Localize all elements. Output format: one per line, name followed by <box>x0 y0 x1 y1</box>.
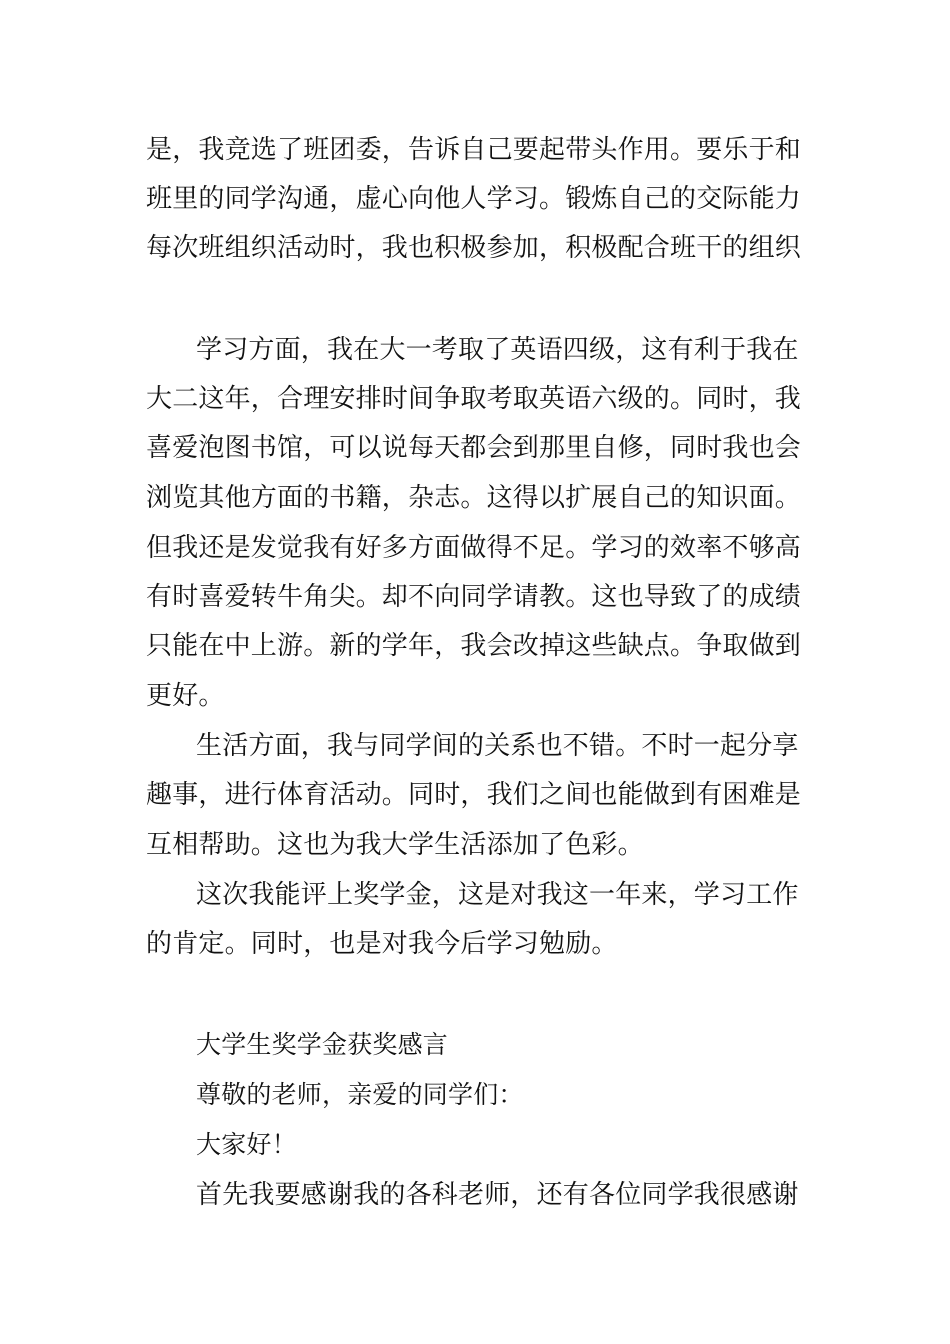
paragraph-line: 是，我竞选了班团委，告诉自己要起带头作用。要乐于和 <box>146 135 802 165</box>
paragraph-line: 更好。 <box>146 681 225 711</box>
salutation: 尊敬的老师，亲爱的同学们： <box>196 1080 524 1109</box>
paragraph-line: 互相帮助。这也为我大学生活添加了色彩。 <box>146 830 644 860</box>
paragraph-line: 这次我能评上奖学金，这是对我这一年来，学习工作 <box>196 880 799 910</box>
paragraph-line: 首先我要感谢我的各科老师，还有各位同学我很感谢 <box>196 1180 799 1210</box>
paragraph-line: 趣事，进行体育活动。同时，我们之间也能做到有困难是 <box>146 780 802 810</box>
paragraph-line: 大二这年，合理安排时间争取考取英语六级的。同时，我 <box>146 384 802 414</box>
paragraph-line: 的肯定。同时，也是对我今后学习勉励。 <box>146 929 618 959</box>
paragraph-line: 但我还是发觉我有好多方面做得不足。学习的效率不够高 <box>146 533 802 563</box>
paragraph-line: 生活方面，我与同学间的关系也不错。不时一起分享 <box>196 731 799 761</box>
paragraph-line: 只能在中上游。新的学年，我会改掉这些缺点。争取做到 <box>146 631 802 661</box>
greeting: 大家好！ <box>196 1130 297 1159</box>
paragraph-line: 学习方面，我在大一考取了英语四级，这有利于我在 <box>196 335 799 365</box>
paragraph-line: 喜爱泡图书馆，可以说每天都会到那里自修，同时我也会 <box>146 433 802 463</box>
paragraph-line: 浏览其他方面的书籍，杂志。这得以扩展自己的知识面。 <box>146 483 802 513</box>
paragraph-line: 每次班组织活动时，我也积极参加，积极配合班干的组织 <box>146 233 802 263</box>
section-title: 大学生奖学金获奖感言 <box>196 1030 449 1059</box>
paragraph-line: 有时喜爱转牛角尖。却不向同学请教。这也导致了的成绩 <box>146 582 802 612</box>
paragraph-line: 班里的同学沟通，虚心向他人学习。锻炼自己的交际能力 <box>146 184 802 214</box>
